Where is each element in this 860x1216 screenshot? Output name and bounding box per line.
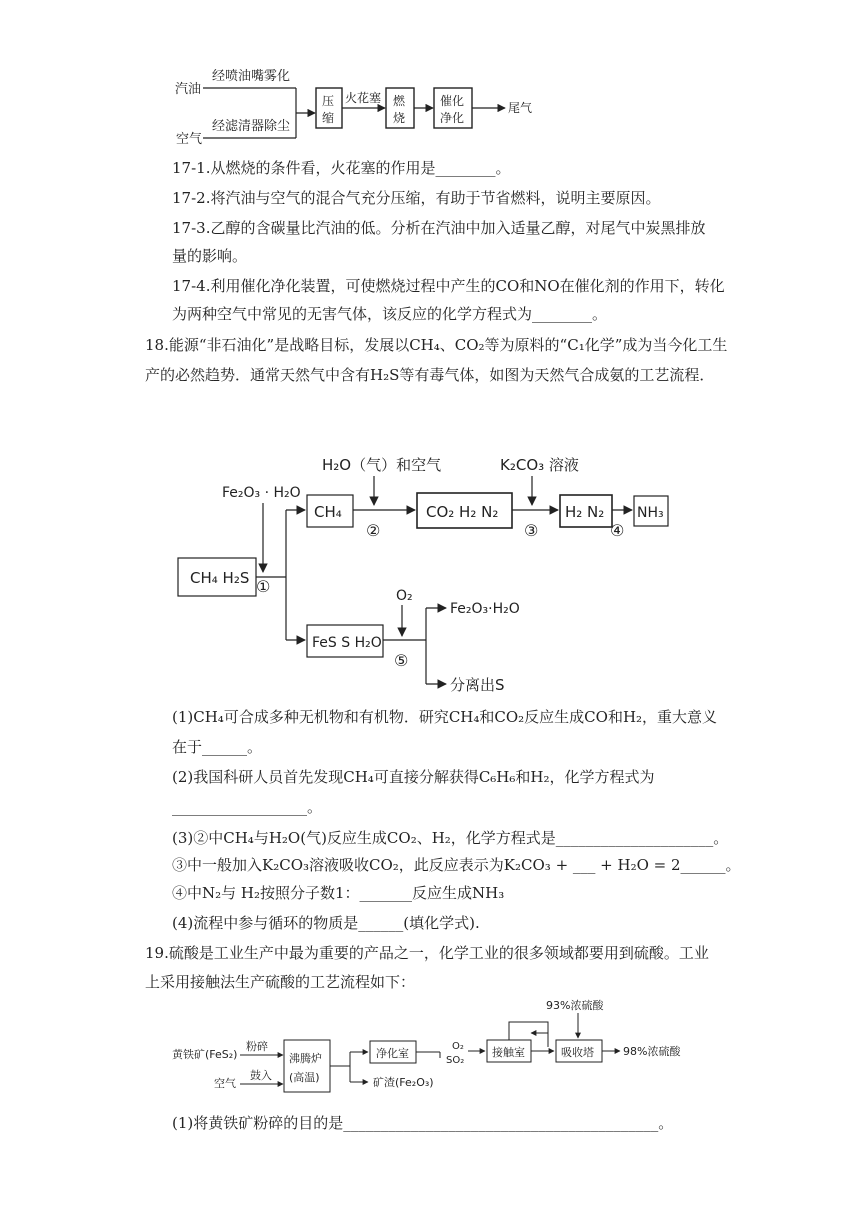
d1-exhaust-label: 尾气 [508,101,533,115]
d2-feed-label: CH₄ H₂S [190,569,250,587]
d3-furnace-box [284,1040,330,1092]
d3-furnace-b: (高温) [289,1071,320,1084]
d3-acid93: 93%浓硫酸 [546,999,604,1012]
d1-gasoline-label: 汽油 [175,82,202,97]
q18-p3a: (3)②中CH₄与H₂O(气)反应生成CO₂、H₂，化学方程式是_____________________。 [172,829,729,847]
d1-catalyst-b: 净化 [440,111,465,125]
d1-compress-a: 压 [322,94,335,108]
q18-p3b: ③中一般加入K₂CO₃溶液吸收CO₂，此反应表示为K₂CO₃ + ___ + H₂O = 2______。 [172,856,741,874]
d2-step5: ⑤ [394,651,409,670]
d3-so2: SO₂ [446,1055,465,1066]
d2-step3: ③ [524,521,539,540]
d3-contact: 接触室 [492,1046,525,1059]
d3-crush: 粉碎 [246,1040,268,1053]
d2-reagent3: K₂CO₃ 溶液 [500,456,579,474]
d3-o2: O₂ [452,1041,464,1052]
d2-nh3-label: NH₃ [637,505,664,521]
d2-out1: Fe₂O₃·H₂O [450,601,520,617]
d1-spark-label: 火花塞 [345,91,382,105]
d2-mix-label: CO₂ H₂ N₂ [426,503,499,521]
d1-burn-a: 燃 [393,94,406,108]
d3-ore: 黄铁矿(FeS₂) [172,1048,238,1061]
engine-flow-diagram [0,0,860,160]
d1-catalyst-a: 催化 [440,94,465,108]
d2-step1: ① [256,577,271,596]
d2-ch4-label: CH₄ [314,503,342,521]
q19-intro-a: 19.硫酸是工业生产中最为重要的产品之一，化学工业的很多领域都要用到硫酸。工业 [145,944,709,962]
d1-air-label: 空气 [176,132,203,147]
d2-o2: O₂ [396,588,413,604]
q18-p1a: (1)CH₄可合成多种无机物和有机物．研究CH₄和CO₂反应生成CO和H₂，重大意义 [172,708,718,726]
d1-compress-b: 缩 [322,111,335,125]
d1-atomize-label: 经喷油嘴雾化 [212,69,291,84]
q17-2: 17-2.将汽油与空气的混合气充分压缩，有助于节省燃料，说明主要原因。 [172,189,661,207]
q17-1: 17-1.从燃烧的条件看，火花塞的作用是________。 [172,159,511,177]
d2-step2: ② [366,521,381,540]
d2-reagent2: H₂O（气）和空气 [322,456,442,474]
q17-3a: 17-3.乙醇的含碳量比汽油的低。分析在汽油中加入适量乙醇，对尾气中炭黑排放 [172,219,706,237]
q18-p2b: __________________。 [172,798,323,816]
q18-p1b: 在于______。 [172,738,263,756]
q19-intro-b: 上采用接触法生产硫酸的工艺流程如下： [145,973,416,991]
d2-out2: 分离出S [450,676,505,694]
sulfuric-acid-flow-diagram [0,995,860,1105]
d3-slag: 矿渣(Fe₂O₃) [373,1076,434,1089]
d3-acid98: 98%浓硫酸 [623,1045,681,1058]
d2-step4: ④ [610,521,625,540]
d2-reagent1: Fe₂O₃ · H₂O [222,485,301,501]
q18-p4: (4)流程中参与循环的物质是______(填化学式). [172,914,480,932]
d3-furnace-a: 沸腾炉 [289,1052,322,1065]
d1-filter-label: 经滤清器除尘 [212,119,291,134]
d3-absorb: 吸收塔 [561,1046,594,1059]
ammonia-flow-diagram [0,440,860,740]
q17-4b: 为两种空气中常见的无害气体，该反应的化学方程式为________。 [172,305,608,323]
q17-4a: 17-4.利用催化净化装置，可使燃烧过程中产生的CO和NO在催化剂的作用下，转化 [172,277,725,295]
q18-p3c: ④中N₂与 H₂按照分子数1：_______反应生成NH₃ [172,884,505,902]
q19-p1: (1)将黄铁矿粉碎的目的是__________________________________________。 [172,1114,674,1132]
d2-h2n2-label: H₂ N₂ [565,503,605,521]
q18-intro-b: 产的必然趋势．通常天然气中含有H₂S等有毒气体，如图为天然气合成氨的工艺流程． [145,366,715,384]
d3-purify: 净化室 [376,1047,409,1060]
q18-intro-a: 18.能源“非石油化”是战略目标，发展以CH₄、CO₂等为原料的“C₁化学”成为当今化工生 [145,336,728,354]
q17-3b: 量的影响。 [172,247,248,265]
q18-p2a: (2)我国科研人员首先发现CH₄可直接分解获得C₆H₆和H₂，化学方程式为 [172,768,655,786]
d3-blow: 鼓入 [250,1069,272,1082]
d2-fes-label: FeS S H₂O [312,635,382,651]
d3-air: 空气 [214,1077,236,1090]
d1-burn-b: 烧 [393,111,406,125]
